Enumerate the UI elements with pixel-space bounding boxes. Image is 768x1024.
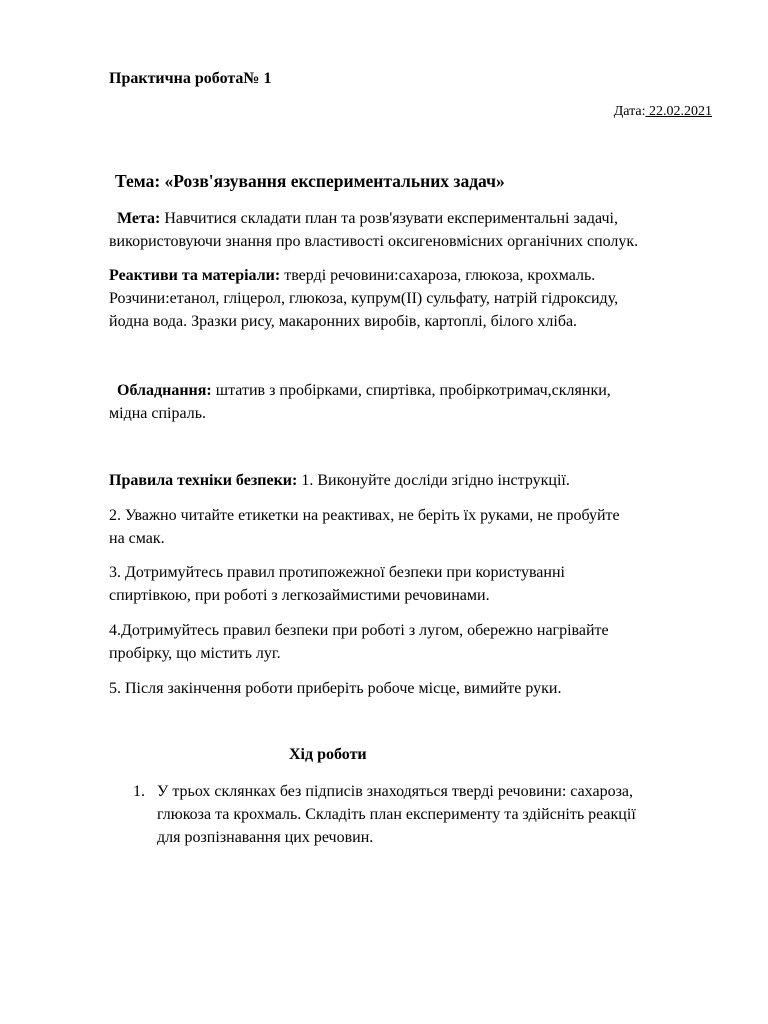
- safety-rule-3-line-1: 3. Дотримуйтесь правил протипожежної безпеки при користуванні: [109, 564, 565, 581]
- goal-line-1: [109, 207, 719, 230]
- safety-rule-1-text: 1. Виконуйте досліди згідно інструкції.: [297, 472, 570, 489]
- goal-text-1: Навчитися складати план та розв'язувати експериментальні задачі,: [160, 210, 618, 227]
- safety-rule-4: [109, 619, 719, 665]
- safety-rule-4-line-2: пробірку, що містить луг.: [109, 645, 281, 662]
- safety-rule-2: [109, 504, 719, 550]
- safety-rule-5: [109, 677, 719, 700]
- procedure-item-line-3: для розпізнавання цих речовин.: [157, 829, 374, 846]
- topic-value: «Розв'язування експериментальних задач»: [160, 171, 505, 191]
- safety-rule-3: [109, 561, 719, 607]
- safety-rule-4-line-1: 4.Дотримуйтесь правил безпеки при роботі з лугом, обережно нагрівайте: [109, 622, 609, 639]
- equipment-line-1: [109, 379, 719, 402]
- procedure-item-line-2: глюкоза та крохмаль. Складіть план експерименту та здійсніть реакції: [157, 806, 636, 823]
- reagents-label: Реактиви та матеріали:: [109, 267, 281, 284]
- document-title: Практична робота№ 1: [109, 70, 272, 87]
- reagents-paragraph: [109, 264, 719, 333]
- safety-rule-2-line-1: 2. Уважно читайте етикетки на реактивах, не беріть їх руками, не пробуйте: [109, 507, 620, 524]
- reagents-line-2: Розчини:етанол, гліцерол, глюкоза, купрум(ІІ) сульфату, натрій гідроксиду,: [109, 290, 619, 307]
- safety-rule-2-line-2: на смак.: [109, 530, 165, 547]
- reagents-text-1: тверді речовини:сахароза, глюкоза, крохмаль.: [280, 267, 596, 284]
- goal-paragraph: [109, 207, 719, 253]
- procedure-heading: Хід роботи: [289, 746, 367, 763]
- reagents-line-3: йодна вода. Зразки рису, макаронних виробів, картоплі, білого хліба.: [109, 313, 578, 330]
- date-line: [614, 104, 712, 120]
- equipment-paragraph: [109, 379, 719, 425]
- safety-rule-3-line-2: спиртівкою, при роботі з легкозаймистими речовинами.: [109, 587, 490, 604]
- procedure-item-number: 1.: [133, 783, 145, 800]
- goal-label: Мета:: [117, 210, 161, 227]
- equipment-label: Обладнання:: [117, 382, 212, 399]
- safety-rule-1-line: [109, 469, 719, 492]
- procedure-item-line-1: У трьох склянках без підписів знаходяться тверді речовини: сахароза,: [157, 783, 633, 800]
- topic-label: Тема:: [115, 171, 161, 191]
- goal-line-2: використовуючи знання про властивості оксигеновмісних органічних сполук.: [109, 233, 639, 250]
- date-label: Дата:: [613, 104, 646, 119]
- equipment-line-2: мідна спіраль.: [109, 405, 207, 422]
- safety-rule-5-line: 5. Після закінчення роботи приберіть робоче місце, вимийте руки.: [109, 680, 562, 697]
- equipment-text-1: штатив з пробірками, спиртівка, пробіркотримач,склянки,: [211, 382, 611, 399]
- procedure-item-text: [157, 780, 636, 849]
- safety-label: Правила техніки безпеки:: [109, 472, 298, 489]
- topic-line: [115, 171, 505, 192]
- safety-rule-1: [109, 469, 719, 492]
- reagents-line-1: [109, 264, 719, 287]
- date-value: 22.02.2021: [645, 104, 712, 119]
